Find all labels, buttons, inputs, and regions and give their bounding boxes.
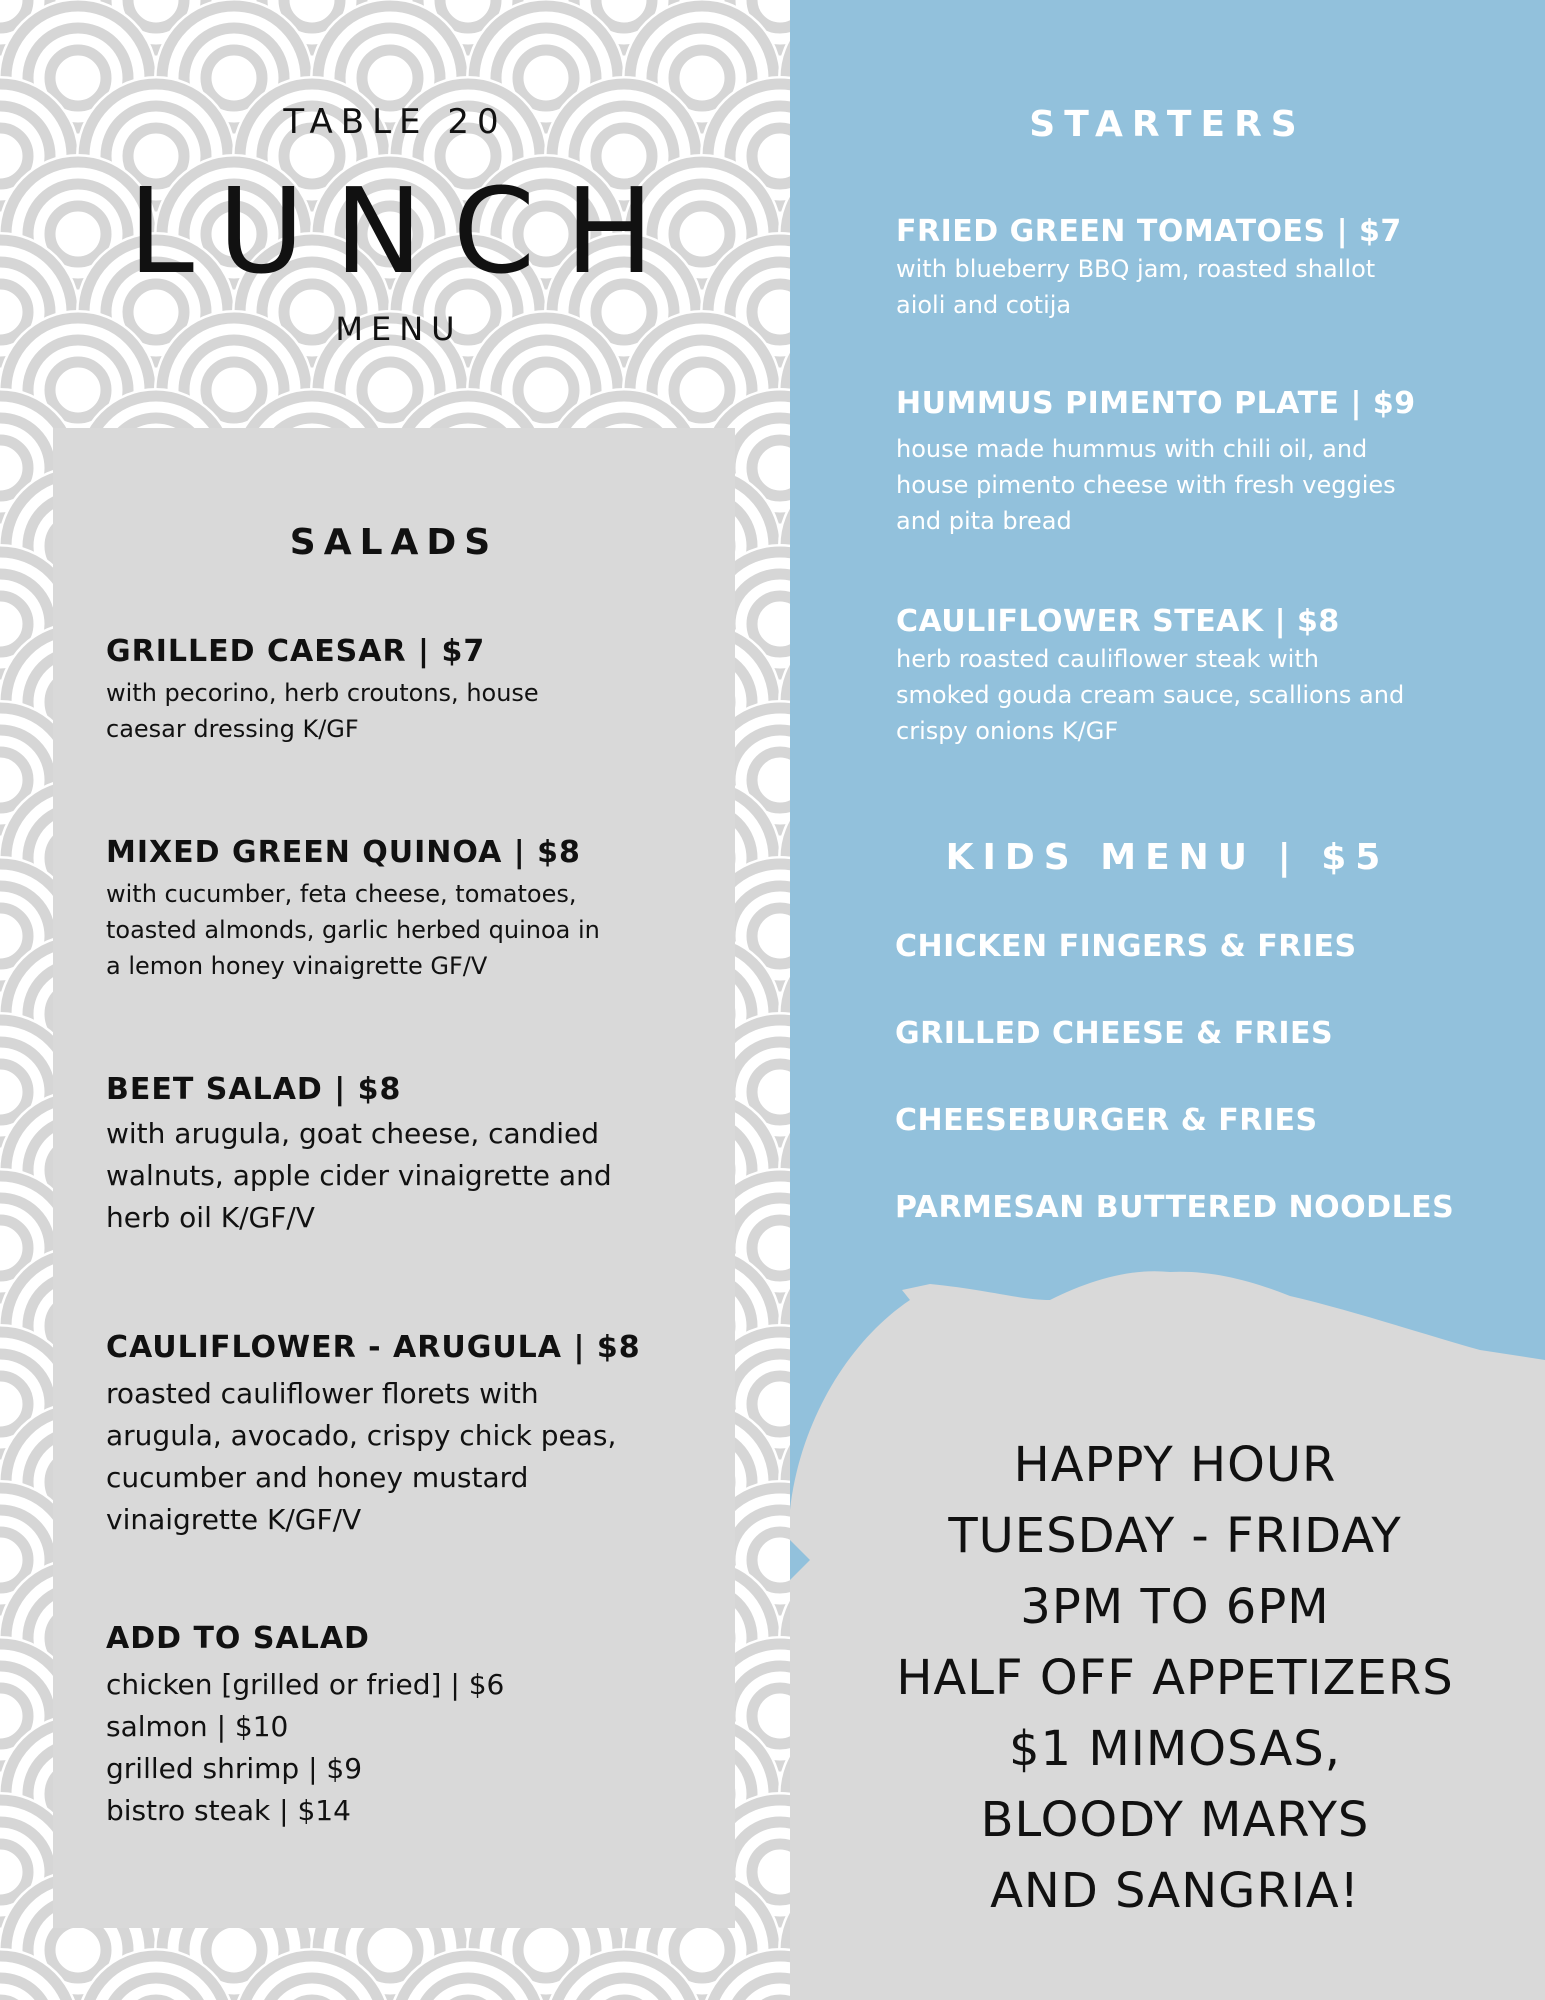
kids-menu-heading: KIDS MENU | $5 (945, 837, 1390, 878)
salad-item (106, 1072, 726, 1239)
salad-item (106, 1330, 726, 1541)
right-panel (790, 0, 1545, 2000)
desc-line: arugula, avocado, crispy chick peas, (106, 1419, 617, 1452)
happy-hour-block (820, 1430, 1530, 1927)
salad-item-desc (106, 876, 726, 984)
salad-item (106, 835, 726, 984)
starters-heading: STARTERS (1029, 104, 1306, 145)
desc-line: herb roasted cauliflower steak with (896, 645, 1319, 673)
desc-line: house pimento cheese with fresh veggies (896, 471, 1396, 499)
add-to-salad-heading: ADD TO SALAD (106, 1621, 370, 1656)
salad-item-desc (106, 675, 706, 747)
add-on-line: salmon | $10 (106, 1710, 289, 1743)
salad-item-name: BEET SALAD | $8 (106, 1072, 402, 1107)
happy-hour-line: $1 MIMOSAS, (1008, 1721, 1342, 1777)
desc-line: aioli and cotija (896, 291, 1072, 319)
add-to-salad-section (106, 1621, 726, 1832)
starter-item (896, 214, 1526, 323)
desc-line: crispy onions K/GF (896, 717, 1119, 745)
add-to-salad-list (106, 1664, 726, 1832)
starter-item-desc (896, 431, 1536, 539)
happy-hour-line: TUESDAY - FRIDAY (948, 1508, 1402, 1564)
kids-menu-item: GRILLED CHEESE & FRIES (895, 1016, 1334, 1051)
starter-item-name: HUMMUS PIMENTO PLATE | $9 (896, 386, 1416, 421)
desc-line: house made hummus with chili oil, and (896, 435, 1368, 463)
starter-item-desc (896, 641, 1536, 749)
salads-heading: SALADS (289, 522, 499, 563)
happy-hour-line: BLOODY MARYS (980, 1792, 1370, 1848)
salad-item (106, 634, 706, 747)
desc-line: smoked gouda cream sauce, scallions and (896, 681, 1405, 709)
desc-line: caesar dressing K/GF (106, 715, 359, 743)
desc-line: roasted cauliflower florets with (106, 1377, 539, 1410)
add-on-line: bistro steak | $14 (106, 1794, 351, 1827)
salad-item-name: MIXED GREEN QUINOA | $8 (106, 835, 581, 870)
desc-line: cucumber and honey mustard (106, 1461, 529, 1494)
happy-hour-line: 3PM TO 6PM (1020, 1579, 1330, 1635)
page-title: LUNCH (128, 162, 684, 300)
starter-item (896, 604, 1536, 749)
starter-item-name: FRIED GREEN TOMATOES | $7 (896, 214, 1402, 249)
desc-line: walnuts, apple cider vinaigrette and (106, 1159, 612, 1192)
kids-menu-item: CHEESEBURGER & FRIES (895, 1103, 1318, 1138)
desc-line: with blueberry BBQ jam, roasted shallot (896, 255, 1376, 283)
page-subtitle: MENU (335, 310, 463, 348)
add-on-line: chicken [grilled or fried] | $6 (106, 1668, 505, 1701)
happy-hour-line: HAPPY HOUR (1013, 1437, 1337, 1493)
desc-line: a lemon honey vinaigrette GF/V (106, 952, 488, 980)
happy-hour-line: HALF OFF APPETIZERS (896, 1650, 1454, 1706)
salad-item-name: GRILLED CAESAR | $7 (106, 634, 486, 669)
desc-line: and pita bread (896, 507, 1072, 535)
desc-line: vinaigrette K/GF/V (106, 1503, 362, 1536)
salads-card (53, 428, 735, 1928)
salad-item-name: CAULIFLOWER - ARUGULA | $8 (106, 1330, 641, 1365)
kids-menu-item: CHICKEN FINGERS & FRIES (895, 929, 1357, 964)
salad-item-desc (106, 1373, 726, 1541)
desc-line: with pecorino, herb croutons, house (106, 679, 539, 707)
add-on-line: grilled shrimp | $9 (106, 1752, 363, 1785)
starter-item (896, 386, 1536, 539)
desc-line: with arugula, goat cheese, candied (106, 1117, 599, 1150)
salad-item-desc (106, 1113, 726, 1239)
starter-item-desc (896, 251, 1526, 323)
starter-item-name: CAULIFLOWER STEAK | $8 (896, 604, 1340, 639)
happy-hour-line: AND SANGRIA! (990, 1863, 1360, 1919)
kicker-text: TABLE 20 (283, 102, 507, 142)
desc-line: toasted almonds, garlic herbed quinoa in (106, 916, 600, 944)
kids-menu-item: PARMESAN BUTTERED NOODLES (895, 1190, 1455, 1225)
desc-line: herb oil K/GF/V (106, 1201, 315, 1234)
desc-line: with cucumber, feta cheese, tomatoes, (106, 880, 577, 908)
